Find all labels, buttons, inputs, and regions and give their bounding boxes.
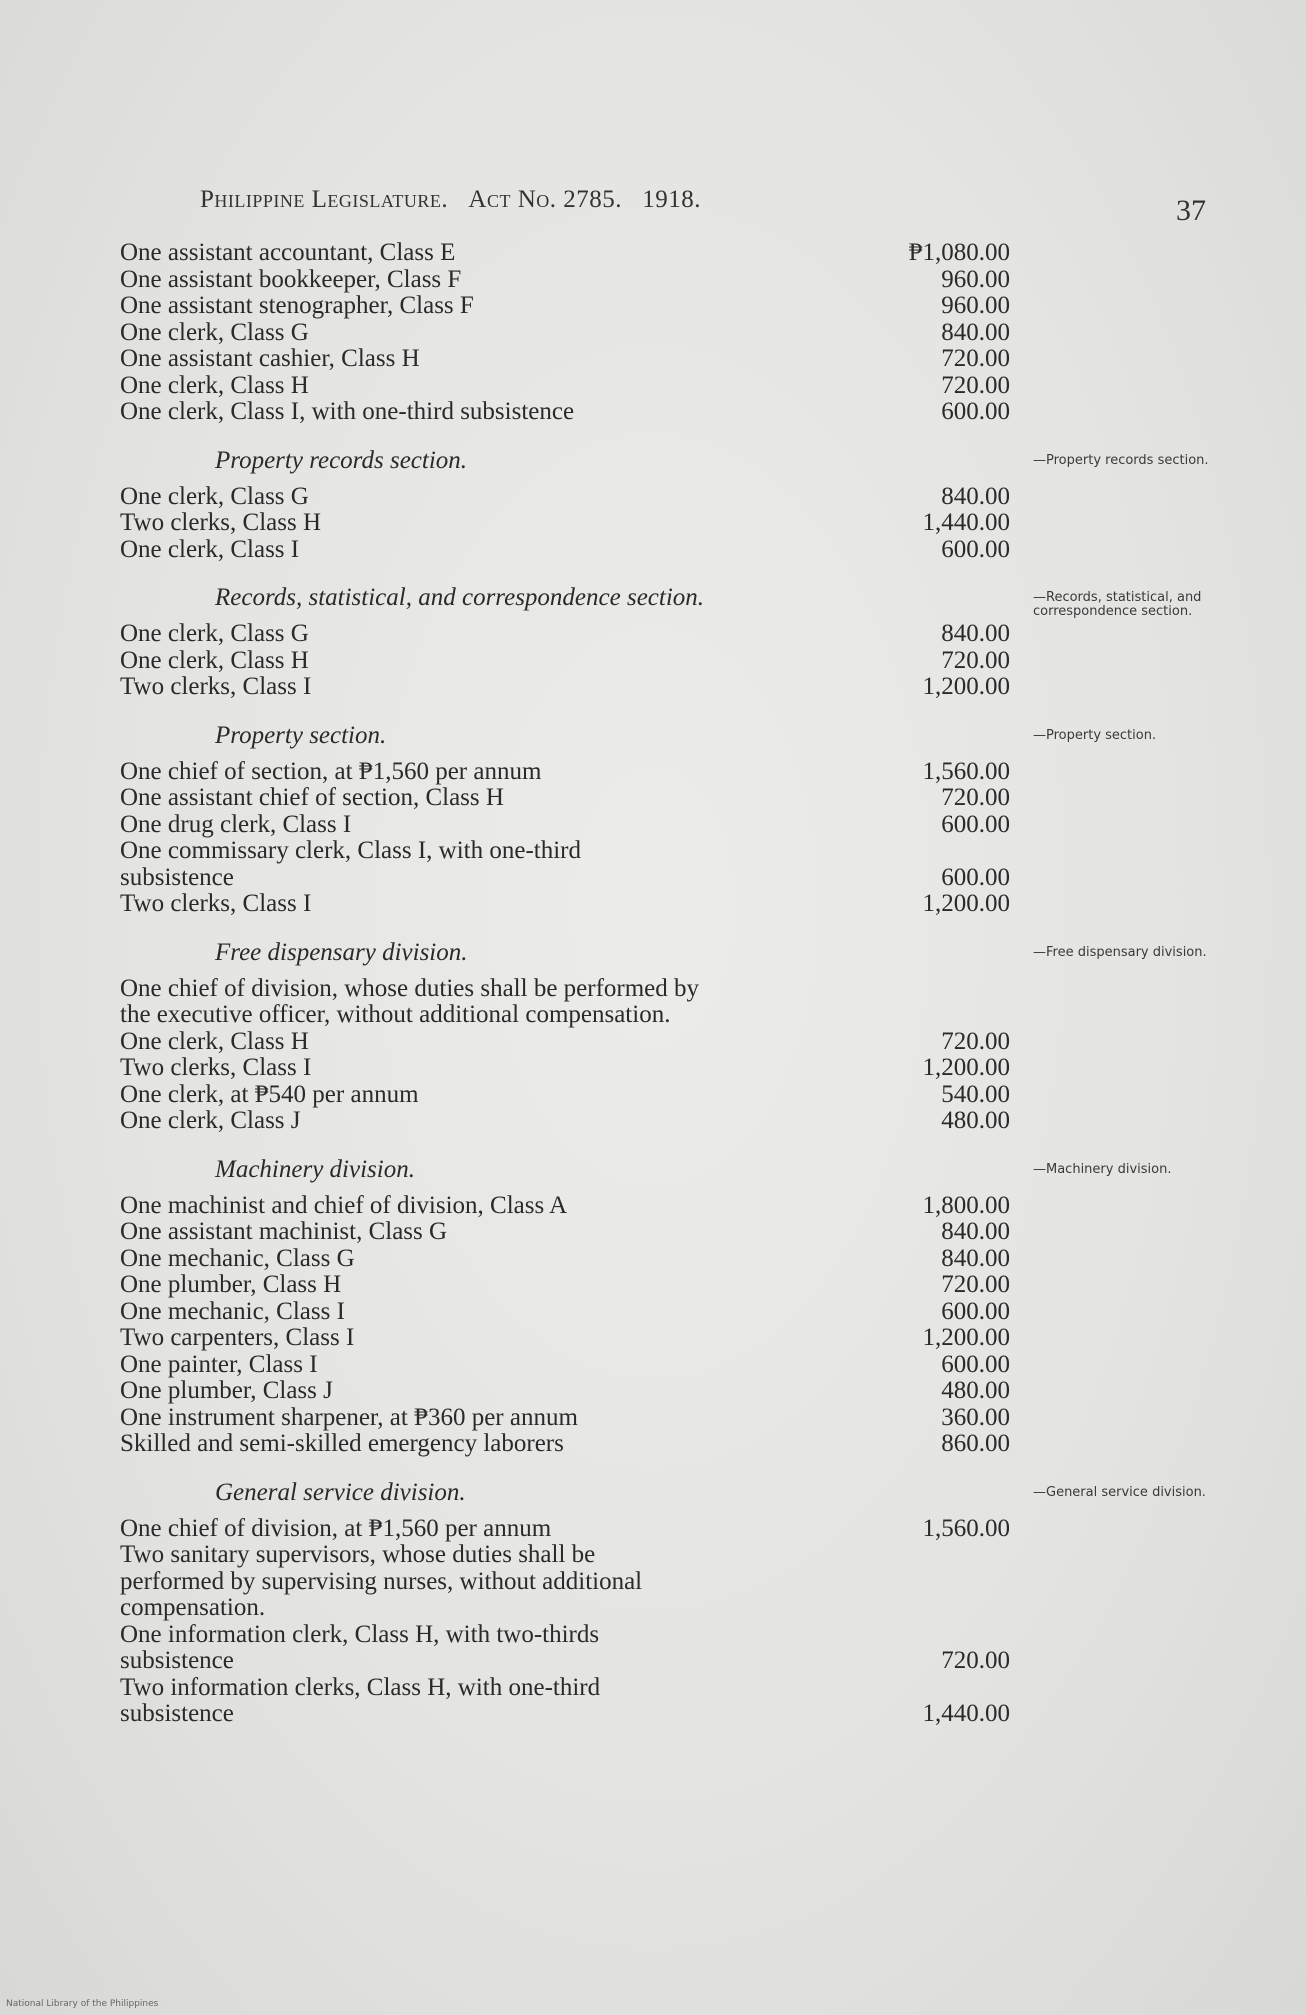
line-item-amount: 960.00 (941, 292, 1010, 319)
footer-credit: National Library of the Philippines (6, 1999, 159, 2009)
line-item-text: One mechanic, Class G (120, 1245, 355, 1272)
line-item-text: One commissary clerk, Class I, with one-third subsistence (120, 837, 582, 891)
line-item-amount: 1,200.00 (922, 1054, 1010, 1081)
line-item (120, 371, 1010, 400)
line-item (120, 1324, 1010, 1352)
line-item (120, 1620, 1010, 1675)
section-title (215, 1155, 1172, 1183)
line-item-text: One clerk, Class J (120, 1108, 301, 1134)
line-item (120, 1191, 1010, 1220)
line-item-text: One clerk, at ₱540 per annum (120, 1081, 419, 1108)
line-item-amount: 1,440.00 (922, 509, 1010, 536)
line-item (120, 345, 1010, 373)
line-item-amount: 600.00 (941, 398, 1010, 425)
line-item (120, 482, 1010, 511)
header-legislature: Philippine Legislature. (200, 186, 449, 213)
line-item-amount: 840.00 (941, 318, 1010, 346)
line-item-amount: 480.00 (941, 1377, 1010, 1404)
line-item-amount: 480.00 (941, 1107, 1010, 1134)
line-item-text: One clerk, Class I (120, 536, 300, 563)
line-item-text: One clerk, Class G (120, 319, 309, 346)
header-year: 1918. (642, 186, 702, 213)
line-item (120, 810, 1010, 839)
margin-note: —Machinery division. (1033, 1161, 1172, 1177)
line-item-amount: 1,200.00 (922, 673, 1010, 700)
line-item-amount: 720.00 (941, 1647, 1010, 1674)
section-title (215, 1478, 1206, 1506)
line-item-amount: 1,200.00 (922, 1324, 1010, 1351)
line-item-text: One machinist and chief of division, Class A (120, 1192, 568, 1219)
line-item-amount: 1,560.00 (922, 757, 1010, 785)
line-item-text: Skilled and semi-skilled emergency laborers (120, 1431, 564, 1457)
line-item (120, 1542, 700, 1622)
line-item-amount: 720.00 (941, 371, 1010, 399)
line-item-amount: 600.00 (941, 1297, 1010, 1325)
line-item (120, 1377, 1010, 1405)
section-title (215, 446, 1209, 474)
line-item-text: One assistant accountant, Class E (120, 240, 456, 266)
margin-note: —Property section. (1033, 727, 1157, 743)
line-item-amount: 860.00 (941, 1430, 1010, 1457)
line-item-text: One plumber, Class J (120, 1378, 333, 1404)
line-item-text: One clerk, Class I, with one-third subsistence (120, 399, 575, 425)
line-item-text: One drug clerk, Class I (120, 811, 352, 838)
line-item (120, 1080, 1010, 1109)
line-item-amount: 1,200.00 (922, 890, 1010, 917)
section-title-text: Machinery division. (215, 1155, 415, 1183)
line-item-text: One instrument sharpener, at ₱360 per annum (120, 1404, 578, 1431)
margin-note: —Free dispensary division. (1033, 944, 1207, 960)
section-title-text: Records, statistical, and correspondence section. (215, 584, 705, 611)
running-header (200, 186, 1200, 214)
line-item (120, 1350, 1010, 1379)
line-item-text: One clerk, Class H (120, 647, 309, 674)
line-item-text: One chief of section, at ₱1,560 per annum (120, 758, 542, 785)
line-item (120, 976, 700, 1029)
line-item-text: One clerk, Class G (120, 483, 309, 510)
line-item-amount: 600.00 (941, 810, 1010, 838)
line-item-amount: 840.00 (941, 482, 1010, 510)
line-item (120, 1244, 1010, 1273)
line-item-text: One information clerk, Class H, with two-thirds subsistence (120, 1620, 600, 1674)
line-item-amount: 1,800.00 (922, 1191, 1010, 1219)
line-item (120, 837, 1010, 891)
line-item (120, 646, 1010, 675)
line-item-text: Two carpenters, Class I (120, 1325, 355, 1351)
line-item (120, 239, 1010, 267)
line-item (120, 398, 1010, 426)
line-item (120, 1107, 1010, 1135)
line-item-text: Two clerks, Class H (120, 510, 322, 536)
margin-note: —Property records section. (1033, 452, 1209, 468)
line-item-text: One clerk, Class H (120, 1028, 309, 1055)
line-item (120, 1403, 1010, 1432)
line-item (120, 757, 1010, 786)
section-title-text: General service division. (215, 1478, 466, 1506)
line-item-text: One chief of division, whose duties shall be performed by the executive officer, without additional compensation. (120, 974, 700, 1028)
section-title-text: Property section. (215, 721, 387, 749)
line-item (120, 1297, 1010, 1326)
line-item-text: One assistant cashier, Class H (120, 346, 420, 372)
appropriation-list (120, 239, 1209, 1728)
line-item (120, 509, 1010, 537)
page-number: 37 (1176, 194, 1206, 227)
line-item (120, 292, 1010, 320)
line-item-amount: 960.00 (941, 265, 1010, 293)
section-title (215, 721, 1157, 749)
line-item (120, 1514, 1010, 1543)
line-item-text: One clerk, Class G (120, 621, 309, 647)
line-item-amount: ₱1,080.00 (908, 239, 1010, 266)
line-item (120, 1054, 1010, 1082)
line-item (120, 1271, 1010, 1299)
line-item-text: One mechanic, Class I (120, 1298, 345, 1325)
line-item-text: One painter, Class I (120, 1351, 318, 1378)
line-item-amount: 720.00 (941, 784, 1010, 811)
line-item (120, 673, 1010, 701)
line-item (120, 318, 1010, 347)
line-item-amount: 840.00 (941, 1244, 1010, 1272)
line-item-amount: 360.00 (941, 1403, 1010, 1431)
line-item-text: One chief of division, at ₱1,560 per annum (120, 1515, 552, 1542)
section-title-text: Free dispensary division. (215, 938, 468, 966)
line-item-text: Two information clerks, Class H, with one-third subsistence (120, 1673, 601, 1727)
line-item-amount: 720.00 (941, 345, 1010, 372)
section-title-text: Property records section. (215, 446, 468, 474)
line-item (120, 1027, 1010, 1056)
line-item (120, 620, 1010, 648)
line-item-amount: 840.00 (941, 620, 1010, 647)
line-item-text: Two clerks, Class I (120, 891, 312, 917)
line-item-amount: 720.00 (941, 1271, 1010, 1298)
line-item-amount: 1,560.00 (922, 1514, 1010, 1542)
line-item-text: Two clerks, Class I (120, 674, 312, 700)
line-item-text: Two sanitary supervisors, whose duties shall be performed by supervising nurses, without additional compensation. (120, 1541, 643, 1621)
line-item (120, 1218, 1010, 1246)
line-item-amount: 600.00 (941, 1350, 1010, 1378)
line-item-amount: 600.00 (941, 863, 1010, 891)
line-item-amount: 720.00 (941, 1027, 1010, 1055)
section-title (215, 584, 1202, 619)
line-item-amount: 720.00 (941, 646, 1010, 674)
line-item (120, 1673, 1010, 1728)
line-item-text: One assistant stenographer, Class F (120, 293, 474, 319)
margin-note: —Records, statistical, and correspondence section. (1033, 590, 1202, 619)
line-item (120, 535, 1010, 564)
line-item-text: One plumber, Class H (120, 1272, 342, 1298)
line-item-text: One assistant machinist, Class G (120, 1219, 448, 1245)
line-item (120, 265, 1010, 294)
header-act: Act No. 2785. (468, 186, 623, 213)
line-item (120, 1430, 1010, 1458)
line-item-amount: 540.00 (941, 1080, 1010, 1108)
line-item-text: One assistant chief of section, Class H (120, 785, 504, 811)
line-item-amount: 840.00 (941, 1218, 1010, 1245)
line-item-amount: 1,440.00 (922, 1700, 1010, 1727)
line-item-amount: 600.00 (941, 535, 1010, 563)
line-item-text: One clerk, Class H (120, 372, 309, 399)
line-item (120, 890, 1010, 918)
section-title (215, 938, 1207, 966)
line-item-text: Two clerks, Class I (120, 1055, 312, 1081)
line-item (120, 784, 1010, 812)
margin-note: —General service division. (1033, 1484, 1206, 1500)
line-item-text: One assistant bookkeeper, Class F (120, 266, 462, 293)
